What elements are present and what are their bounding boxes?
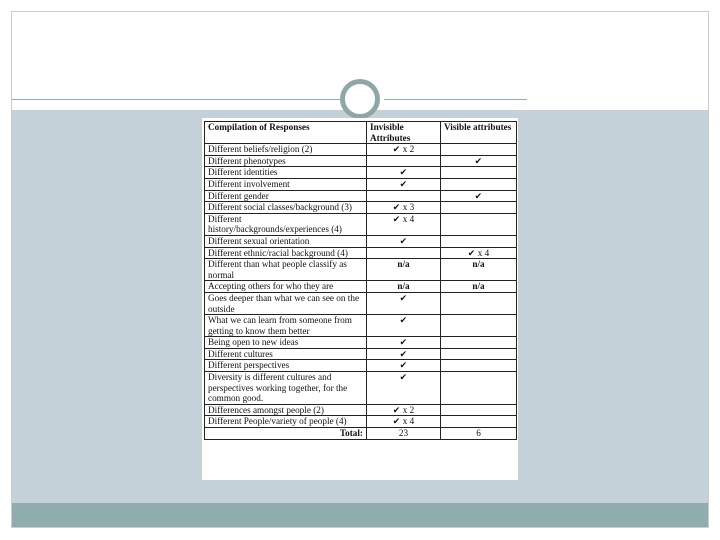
visible-cell (441, 372, 517, 405)
response-cell: Accepting others for who they are (205, 281, 367, 293)
table-row (205, 360, 517, 372)
table-row (205, 416, 517, 428)
divider-line-right (384, 99, 527, 100)
response-cell: Different sexual orientation (205, 235, 367, 247)
table-image (202, 118, 518, 480)
divider-line-left (12, 99, 340, 100)
circle-ornament-icon (340, 79, 380, 119)
invisible-cell: ✔ (367, 315, 441, 337)
table-row (205, 247, 517, 259)
invisible-cell (367, 190, 441, 202)
invisible-cell: ✔ (367, 337, 441, 349)
visible-cell (441, 315, 517, 337)
table-total-row (205, 428, 517, 440)
table-row (205, 178, 517, 190)
visible-cell: ✔ (441, 190, 517, 202)
table-row (205, 292, 517, 314)
visible-cell: ✔ x 4 (441, 247, 517, 259)
visible-cell (441, 144, 517, 156)
visible-cell: ✔ (441, 155, 517, 167)
table-row (205, 144, 517, 156)
table-row (205, 281, 517, 293)
response-cell: Different phenotypes (205, 155, 367, 167)
invisible-cell: ✔ x 3 (367, 202, 441, 214)
response-cell: Different People/variety of people (4) (205, 416, 367, 428)
invisible-cell: ✔ x 4 (367, 213, 441, 235)
visible-cell (441, 416, 517, 428)
invisible-cell (367, 247, 441, 259)
visible-cell (441, 167, 517, 179)
total-visible: 6 (441, 428, 517, 440)
invisible-cell: ✔ (367, 167, 441, 179)
visible-cell (441, 235, 517, 247)
header-responses: Compilation of Responses (205, 122, 367, 144)
table-row (205, 337, 517, 349)
response-cell: Being open to new ideas (205, 337, 367, 349)
table-row (205, 155, 517, 167)
table-row (205, 190, 517, 202)
response-cell: Different ethnic/racial background (4) (205, 247, 367, 259)
table-row (205, 348, 517, 360)
responses-table (204, 121, 517, 440)
response-cell: Different identities (205, 167, 367, 179)
table-row (205, 315, 517, 337)
footer-band (12, 503, 708, 527)
visible-cell (441, 348, 517, 360)
response-cell: Different social classes/background (3) (205, 202, 367, 214)
table-row (205, 235, 517, 247)
table-row (205, 167, 517, 179)
table-header-row (205, 122, 517, 144)
response-cell: Different involvement (205, 178, 367, 190)
invisible-cell: n/a (367, 281, 441, 293)
table-row (205, 259, 517, 281)
response-cell: Different history/backgrounds/experiences (4) (205, 213, 367, 235)
table-row (205, 213, 517, 235)
table-row (205, 202, 517, 214)
invisible-cell: ✔ (367, 292, 441, 314)
invisible-cell: ✔ (367, 348, 441, 360)
header-visible-attributes: Visible attributes (441, 122, 517, 144)
visible-cell: n/a (441, 259, 517, 281)
invisible-cell: ✔ (367, 235, 441, 247)
invisible-cell: n/a (367, 259, 441, 281)
table-row (205, 372, 517, 405)
invisible-cell: ✔ x 2 (367, 404, 441, 416)
visible-cell (441, 213, 517, 235)
total-invisible: 23 (367, 428, 441, 440)
invisible-cell (367, 155, 441, 167)
invisible-cell: ✔ (367, 372, 441, 405)
invisible-cell: ✔ (367, 178, 441, 190)
visible-cell (441, 404, 517, 416)
invisible-cell: ✔ x 2 (367, 144, 441, 156)
visible-cell (441, 360, 517, 372)
visible-cell (441, 337, 517, 349)
response-cell: Different gender (205, 190, 367, 202)
visible-cell: n/a (441, 281, 517, 293)
response-cell: Different perspectives (205, 360, 367, 372)
response-cell: Different than what people classify as normal (205, 259, 367, 281)
header-invisible-attributes: Invisible Attributes (367, 122, 441, 144)
response-cell: Diversity is different cultures and perspectives working together, for the common good. (205, 372, 367, 405)
response-cell: What we can learn from someone from getting to know them better (205, 315, 367, 337)
visible-cell (441, 292, 517, 314)
response-cell: Differences amongst people (2) (205, 404, 367, 416)
total-label: Total: (205, 428, 367, 440)
visible-cell (441, 202, 517, 214)
visible-cell (441, 178, 517, 190)
invisible-cell: ✔ (367, 360, 441, 372)
table-row (205, 404, 517, 416)
response-cell: Different beliefs/religion (2) (205, 144, 367, 156)
response-cell: Different cultures (205, 348, 367, 360)
response-cell: Goes deeper than what we can see on the outside (205, 292, 367, 314)
invisible-cell: ✔ x 4 (367, 416, 441, 428)
